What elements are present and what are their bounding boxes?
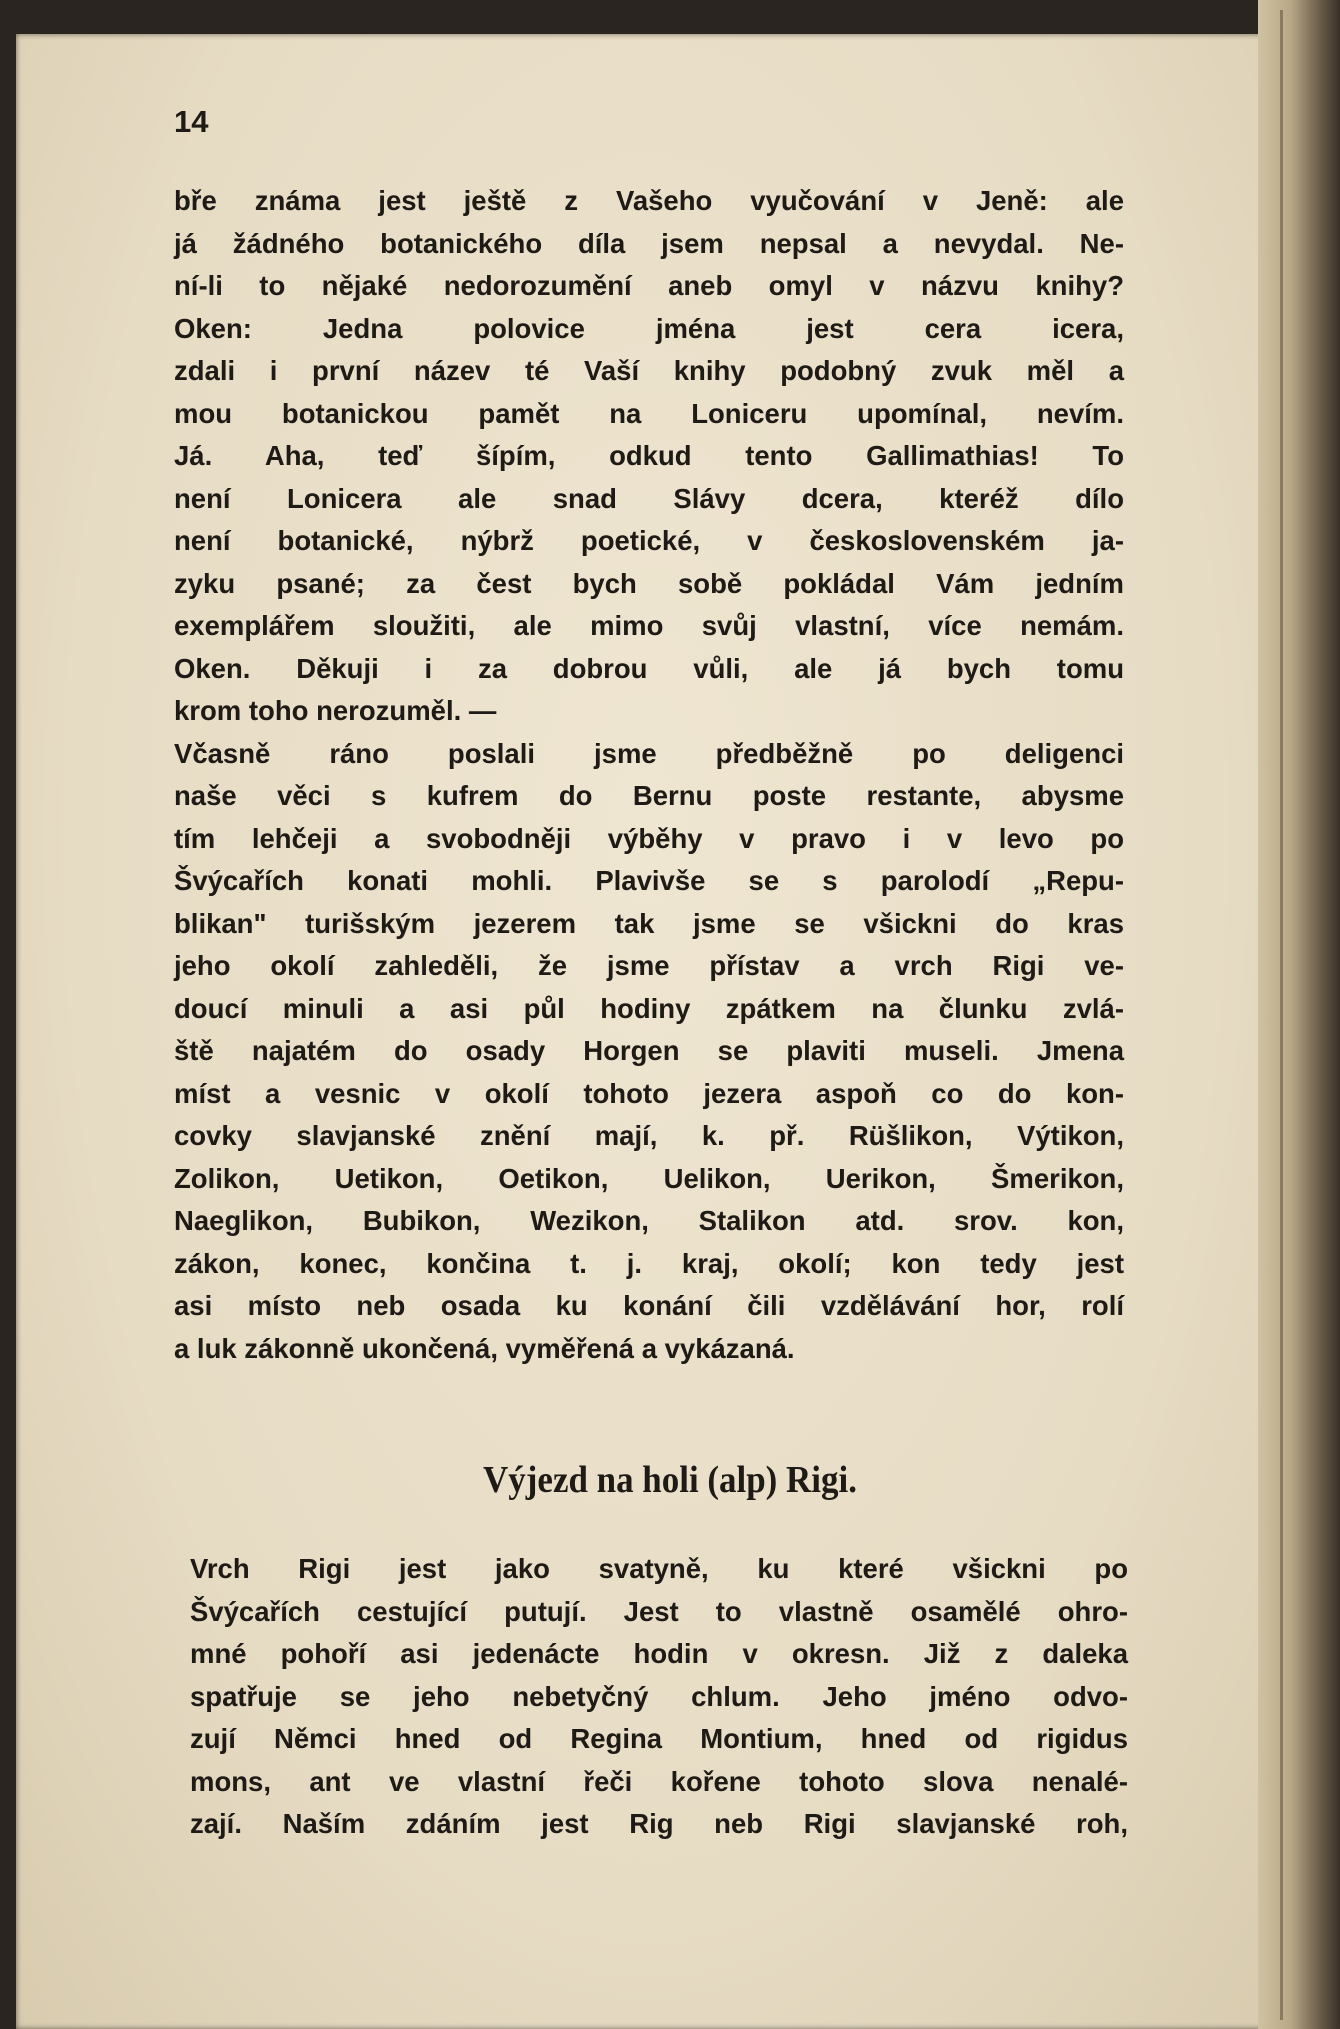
text-line: není Lonicera ale snad Slávy dcera, kteréž dílo xyxy=(174,482,1124,514)
text-line: zdali i první název té Vaší knihy podobný zvuk měl a xyxy=(174,355,1124,386)
text-line: Zolikon, Uetikon, Oetikon, Uelikon, Uerikon, Šmerikon, xyxy=(174,1162,1124,1194)
paragraph-1 xyxy=(174,180,1124,1370)
text-line: mou botanickou pamět na Loniceru upomínal, nevím. xyxy=(174,397,1124,429)
text-line: Švýcařích cestující putují. Jest to vlastně osamělé ohro- xyxy=(190,1595,1128,1627)
text-line: není botanické, nýbrž poetické, v československém ja- xyxy=(174,525,1124,556)
text-line: bře známa jest ještě z Vašeho vyučování v Jeně: ale xyxy=(174,185,1124,216)
text-line: a luk zákonně ukončená, vyměřená a vykázaná. xyxy=(174,1332,795,1364)
text-line: Včasně ráno poslali jsme předběžně po deligenci xyxy=(174,737,1124,769)
text-line: covky slavjanské znění mají, k. př. Rüšlikon, Výtikon, xyxy=(174,1120,1124,1151)
text-line: jeho okolí zahleděli, že jsme přístav a vrch Rigi ve- xyxy=(174,950,1124,981)
text-line: Vrch Rigi jest jako svatyně, ku které všickni po xyxy=(190,1553,1128,1584)
text-line: mons, ant ve vlastní řeči kořene tohoto slova nenalé- xyxy=(190,1765,1128,1797)
text-line: Naeglikon, Bubikon, Wezikon, Stalikon atd. srov. kon, xyxy=(174,1205,1124,1236)
spine-line xyxy=(1280,10,1283,2020)
text-line: zákon, konec, končina t. j. kraj, okolí; kon tedy jest xyxy=(174,1247,1124,1279)
text-line: já žádného botanického díla jsem nepsal a nevydal. Ne- xyxy=(174,227,1124,259)
text-line: ště najatém do osady Horgen se plaviti museli. Jmena xyxy=(174,1035,1124,1066)
text-line: spatřuje se jeho nebetyčný chlum. Jeho jméno odvo- xyxy=(190,1680,1128,1712)
text-line: Oken. Děkuji i za dobrou vůli, ale já bych tomu xyxy=(174,652,1124,684)
text-line: Já. Aha, teď šípím, odkud tento Gallimathias! To xyxy=(174,440,1124,471)
text-line: zyku psané; za čest bych sobě pokládal Vám jedním xyxy=(174,567,1124,599)
book-spine-edge xyxy=(1258,0,1340,2029)
text-line: asi místo neb osada ku konání čili vzdělávání hor, rolí xyxy=(174,1290,1124,1321)
text-line: krom toho nerozuměl. — xyxy=(174,695,497,726)
text-line: tím lehčeji a svobodněji výběhy v pravo i v levo po xyxy=(174,822,1124,854)
text-line: zují Němci hned od Regina Montium, hned od rigidus xyxy=(190,1723,1128,1754)
text-line: zají. Naším zdáním jest Rig neb Rigi slavjanské roh, xyxy=(190,1808,1128,1839)
text-line: ní-li to nějaké nedorozumění aneb omyl v názvu knihy? xyxy=(174,270,1124,301)
text-line: blikan" turišským jezerem tak jsme se všickni do kras xyxy=(174,907,1124,939)
section-heading: Výjezd na holi (alp) Rigi. xyxy=(483,1459,857,1501)
text-line: Oken: Jedna polovice jména jest cera icera, xyxy=(174,312,1124,344)
text-line: exemplářem sloužiti, ale mimo svůj vlastní, více nemám. xyxy=(174,610,1124,641)
text-line: naše věci s kufrem do Bernu poste restante, abysme xyxy=(174,780,1124,811)
text-line: Švýcařích konati mohli. Plavivše se s parolodí „Repu- xyxy=(174,865,1124,896)
text-line: mné pohoří asi jedenácte hodin v okresn. Již z daleka xyxy=(190,1638,1128,1669)
text-line: míst a vesnic v okolí tohoto jezera aspoň co do kon- xyxy=(174,1077,1124,1109)
text-line: doucí minuli a asi půl hodiny zpátkem na člunku zvlá- xyxy=(174,992,1124,1024)
paragraph-2 xyxy=(190,1548,1128,1846)
page-number: 14 xyxy=(174,104,209,139)
